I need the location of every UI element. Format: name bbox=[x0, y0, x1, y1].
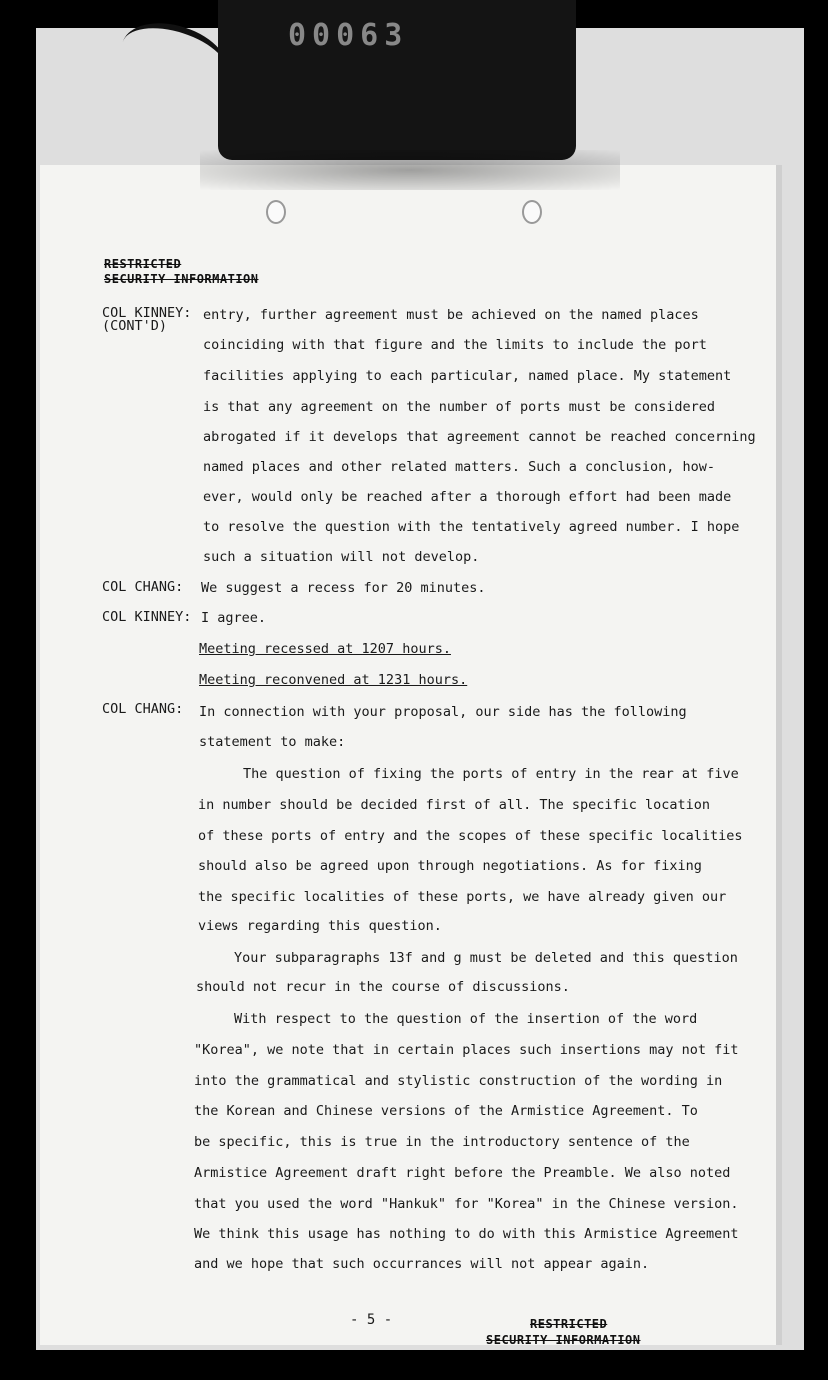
text-line: that you used the word "Hankuk" for "Korea" in the Chinese version. bbox=[194, 1196, 739, 1212]
speaker-label: COL CHANG: bbox=[102, 579, 184, 595]
text-line: statement to make: bbox=[199, 734, 346, 750]
footer-security: SECURITY INFORMATION bbox=[486, 1333, 641, 1347]
text-line: into the grammatical and stylistic construction of the wording in bbox=[194, 1073, 723, 1089]
text-line: named places and other related matters. Such a conclusion, how- bbox=[203, 459, 716, 475]
text-line: and we hope that such occurrances will not appear again. bbox=[194, 1256, 650, 1272]
text-line: ever, would only be reached after a thorough effort had been made bbox=[203, 489, 732, 505]
punch-hole-left bbox=[266, 200, 286, 224]
footer-classification: RESTRICTED bbox=[530, 1317, 608, 1331]
text-line: abrogated if it develops that agreement cannot be reached concerning bbox=[203, 429, 756, 445]
text-line: in number should be decided first of all. The specific location bbox=[198, 797, 711, 813]
text-line: In connection with your proposal, our side has the following bbox=[199, 704, 687, 720]
meeting-reconvened-note: Meeting reconvened at 1231 hours. bbox=[199, 672, 468, 688]
text-line: I agree. bbox=[201, 610, 267, 626]
text-line: facilities applying to each particular, named place. My statement bbox=[203, 368, 732, 384]
text-line: views regarding this question. bbox=[198, 918, 442, 934]
text-line: should not recur in the course of discussions. bbox=[196, 979, 570, 995]
text-line: such a situation will not develop. bbox=[203, 549, 480, 565]
page-edge bbox=[776, 165, 782, 1345]
text-line: We think this usage has nothing to do with this Armistice Agreement bbox=[194, 1226, 739, 1242]
header-security: SECURITY INFORMATION bbox=[104, 272, 259, 286]
header-classification: RESTRICTED bbox=[104, 257, 182, 271]
frame-counter bbox=[218, 0, 576, 160]
text-line: We suggest a recess for 20 minutes. bbox=[201, 580, 486, 596]
text-line: to resolve the question with the tentatively agreed number. I hope bbox=[203, 519, 740, 535]
text-line: is that any agreement on the number of ports must be considered bbox=[203, 399, 716, 415]
speaker-label: COL CHANG: bbox=[102, 701, 184, 717]
counter-shadow bbox=[200, 150, 620, 190]
text-line: With respect to the question of the insertion of the word bbox=[234, 1011, 698, 1027]
text-line: Your subparagraphs 13f and g must be deleted and this question bbox=[234, 950, 738, 966]
text-line: the specific localities of these ports, we have already given our bbox=[198, 889, 727, 905]
meeting-recessed-note: Meeting recessed at 1207 hours. bbox=[199, 641, 451, 657]
text-line: coinciding with that figure and the limits to include the port bbox=[203, 337, 707, 353]
text-line: the Korean and Chinese versions of the Armistice Agreement. To bbox=[194, 1103, 698, 1119]
page-number: - 5 - bbox=[350, 1312, 393, 1328]
speaker-contd: (CONT'D) bbox=[102, 318, 168, 334]
text-line: The question of fixing the ports of entry in the rear at five bbox=[243, 766, 739, 782]
text-line: Armistice Agreement draft right before the Preamble. We also noted bbox=[194, 1165, 731, 1181]
text-line: of these ports of entry and the scopes of these specific localities bbox=[198, 828, 743, 844]
text-line: be specific, this is true in the introductory sentence of the bbox=[194, 1134, 690, 1150]
speaker-label: COL KINNEY: bbox=[102, 305, 192, 321]
text-line: should also be agreed upon through negotiations. As for fixing bbox=[198, 858, 702, 874]
counter-digits: 00063 bbox=[288, 18, 409, 53]
text-line: entry, further agreement must be achieved on the named places bbox=[203, 307, 699, 323]
speaker-label: COL KINNEY: bbox=[102, 609, 192, 625]
punch-hole-right bbox=[522, 200, 542, 224]
text-line: "Korea", we note that in certain places such insertions may not fit bbox=[194, 1042, 739, 1058]
